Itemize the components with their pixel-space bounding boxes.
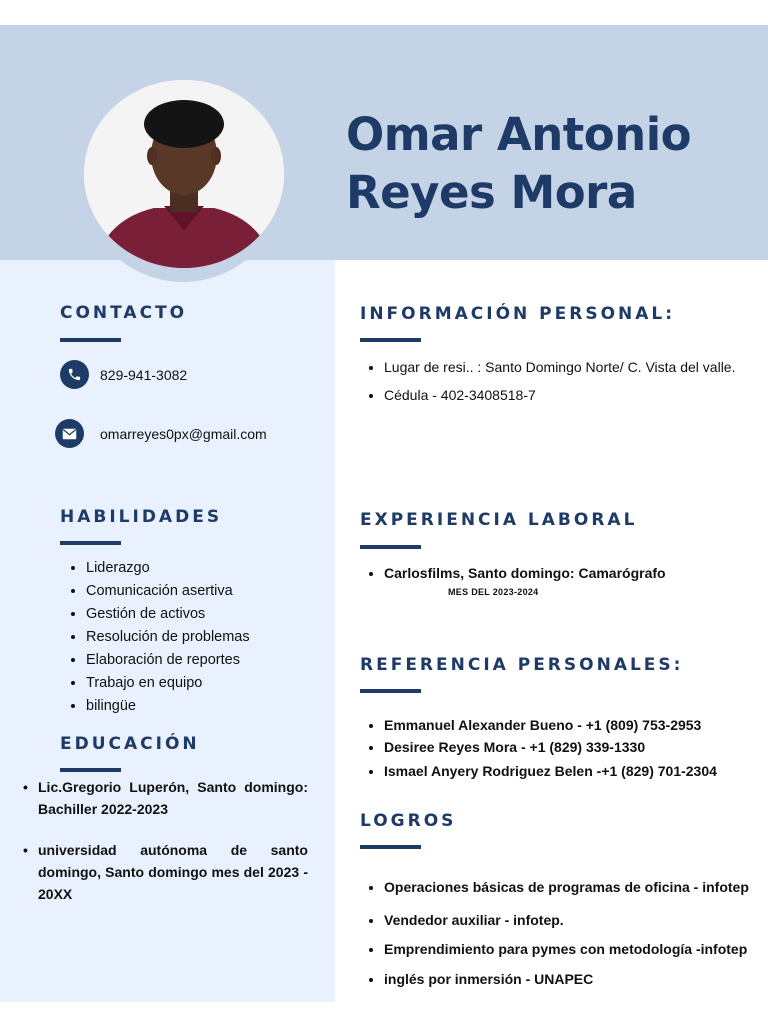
contact-rule — [60, 338, 121, 342]
achievement-item: • Operaciones básicas de programas de oficina - infotep — [384, 876, 749, 898]
education-list — [38, 776, 308, 924]
achievements-title: LOGROS — [360, 811, 457, 831]
personal-info-item: • Cédula - 402-3408518-7 — [384, 384, 735, 406]
achievement-item: • inglés por inmersión - UNAPEC — [384, 968, 749, 990]
achievements-list — [360, 876, 749, 990]
full-name — [346, 106, 756, 222]
skill-item: • Trabajo en equipo — [86, 672, 250, 695]
job-date: MES DEL 2023-2024 — [448, 587, 539, 597]
references-list — [360, 714, 717, 782]
education-title: EDUCACIÓN — [60, 734, 200, 754]
achievements-rule — [360, 845, 421, 849]
achievement-item: • Vendedor auxiliar - infotep. — [384, 909, 749, 931]
reference-item: • Ismael Anyery Rodriguez Belen -+1 (829) 701-2304 — [384, 760, 717, 782]
achievement-item: • Emprendimiento para pymes con metodología -infotep — [384, 938, 749, 960]
experience-title: EXPERIENCIA LABORAL — [360, 510, 638, 530]
skill-item: • Gestión de activos — [86, 603, 250, 626]
phone-number[interactable]: 829-941-3082 — [100, 366, 188, 383]
phone-icon — [60, 360, 89, 389]
skill-item: • Elaboración de reportes — [86, 649, 250, 672]
job-item: • Carlosfilms, Santo domingo: Camarógrafo — [384, 563, 666, 583]
reference-item: • Desiree Reyes Mora - +1 (829) 339-1330 — [384, 736, 717, 758]
personal-info-rule — [360, 338, 421, 342]
skill-item: • Liderazgo — [86, 557, 250, 580]
name-line-1: Omar Antonio — [346, 108, 692, 161]
skill-item: • bilingüe — [86, 695, 250, 718]
skills-list — [60, 557, 250, 718]
contact-email — [55, 419, 267, 448]
profile-photo — [84, 80, 284, 268]
skills-rule — [60, 541, 121, 545]
experience-list — [360, 563, 666, 583]
references-rule — [360, 689, 421, 693]
personal-info-list — [358, 356, 735, 406]
experience-rule — [360, 545, 421, 549]
personal-info-item: • Lugar de resi.. : Santo Domingo Norte/ C. Vista del valle. — [384, 356, 735, 378]
education-item: • universidad autónoma de santo domingo, Santo domingo mes del 2023 - 20XX — [38, 839, 308, 905]
email-icon — [55, 419, 84, 448]
education-rule — [60, 768, 121, 772]
skill-item: • Resolución de problemas — [86, 626, 250, 649]
contact-title: CONTACTO — [60, 303, 188, 323]
skills-title: HABILIDADES — [60, 507, 223, 527]
name-line-2: Reyes Mora — [346, 166, 637, 219]
education-item: • Lic.Gregorio Luperón, Santo domingo: Bachiller 2022-2023 — [38, 776, 308, 820]
references-title: REFERENCIA PERSONALES: — [360, 655, 684, 675]
reference-item: • Emmanuel Alexander Bueno - +1 (809) 753-2953 — [384, 714, 717, 736]
personal-info-title: INFORMACIÓN PERSONAL: — [360, 304, 676, 324]
contact-phone — [60, 360, 187, 389]
skill-item: • Comunicación asertiva — [86, 580, 250, 603]
email-address[interactable]: omarreyes0px@gmail.com — [100, 425, 267, 442]
